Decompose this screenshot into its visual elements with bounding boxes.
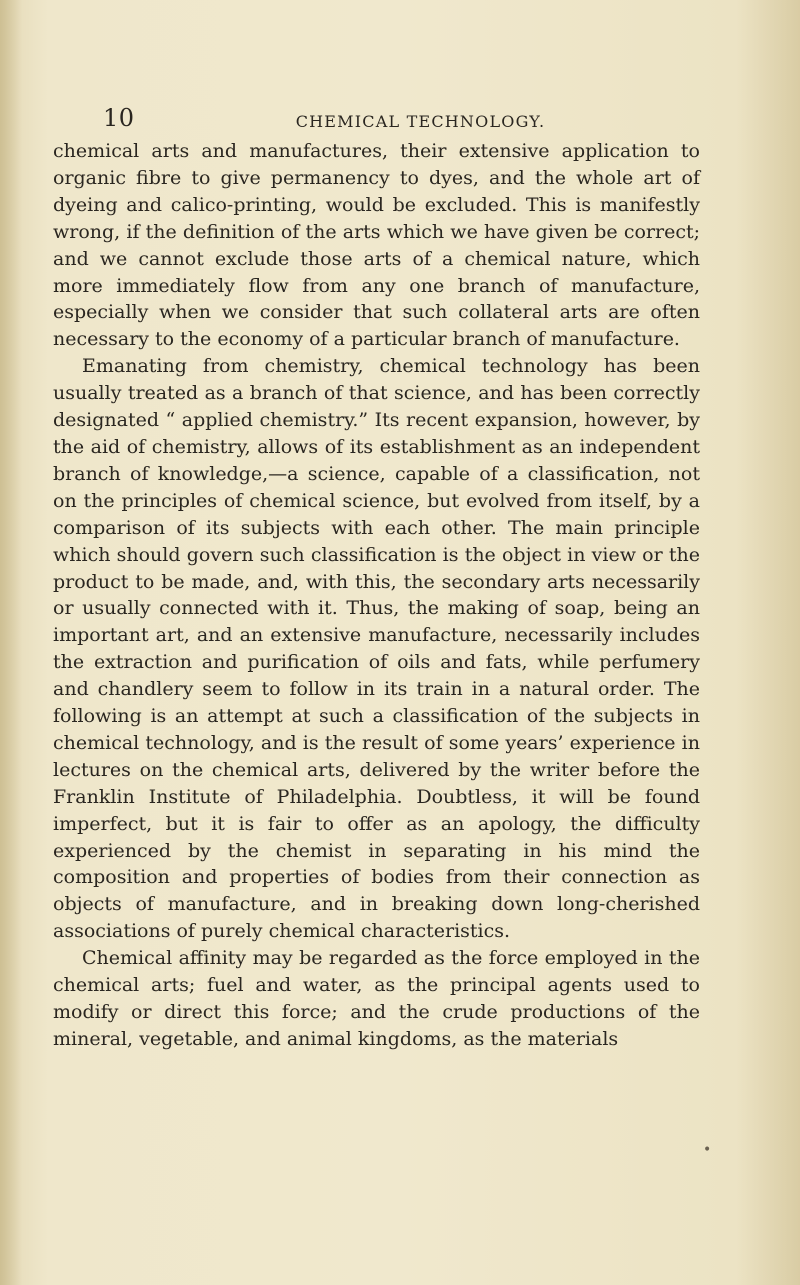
stray-mark: • bbox=[703, 1142, 712, 1158]
paragraph-1: chemical arts and manufactures, their extensive application to organic fibre to give permanency to dyes, and the whole art of dyeing and calico-printing, would be excluded. This is manifestly wrong, if the definition of the arts which we have given be correct; and we cannot exclude those arts of a chemical nature, which more immediately flow from any one branch of manufacture, especially when we consider that such collateral arts are often necessary to the economy of a particular branch of manufacture. bbox=[53, 140, 700, 351]
paragraph-2: Emanating from chemistry, chemical technology has been usually treated as a branch of that science, and has been correctly designated “ applied chemistry.” Its recent expansion, however, by the aid of chemistry, allows of its establishment as an independent branch of knowledge,—a science, capable of a classification, not on the principles of chemical science, but evolved from itself, by a comparison of its subjects with each other. The main principle which should govern such classification is the object in view or the product to be made, and, with this, the secondary arts necessarily or usually connected with it. Thus, the making of soap, being an important art, and an extensive manufacture, necessarily includes the extraction and purification of oils and fats, while perfumery and chandlery seem to follow in its train in a natural order. The following is an attempt at such a classification of the subjects in chemical technology, and is the result of some years’ experience in lectures on the chemical arts, delivered by the writer before the Franklin Institute of Philadelphia. Doubtless, it will be found imperfect, but it is fair to offer as an apology, the difficulty experienced by the chemist in separating in his mind the composition and properties of bodies from their connection as objects of manufacture, and in breaking down long-cherished associations of purely chemical characteristics. bbox=[53, 355, 700, 943]
page-number: 10 bbox=[103, 104, 135, 132]
page-header bbox=[103, 104, 698, 138]
body-text bbox=[53, 138, 700, 1053]
spine-shadow bbox=[0, 0, 22, 1285]
paragraph-3: Chemical affinity may be regarded as the force employed in the chemical arts; fuel and water, as the principal agents used to modify or direct this force; and the crude productions of the mineral, vegetable, and animal kingdoms, as the materials bbox=[53, 947, 700, 1050]
running-head: CHEMICAL TECHNOLOGY. bbox=[295, 112, 546, 131]
